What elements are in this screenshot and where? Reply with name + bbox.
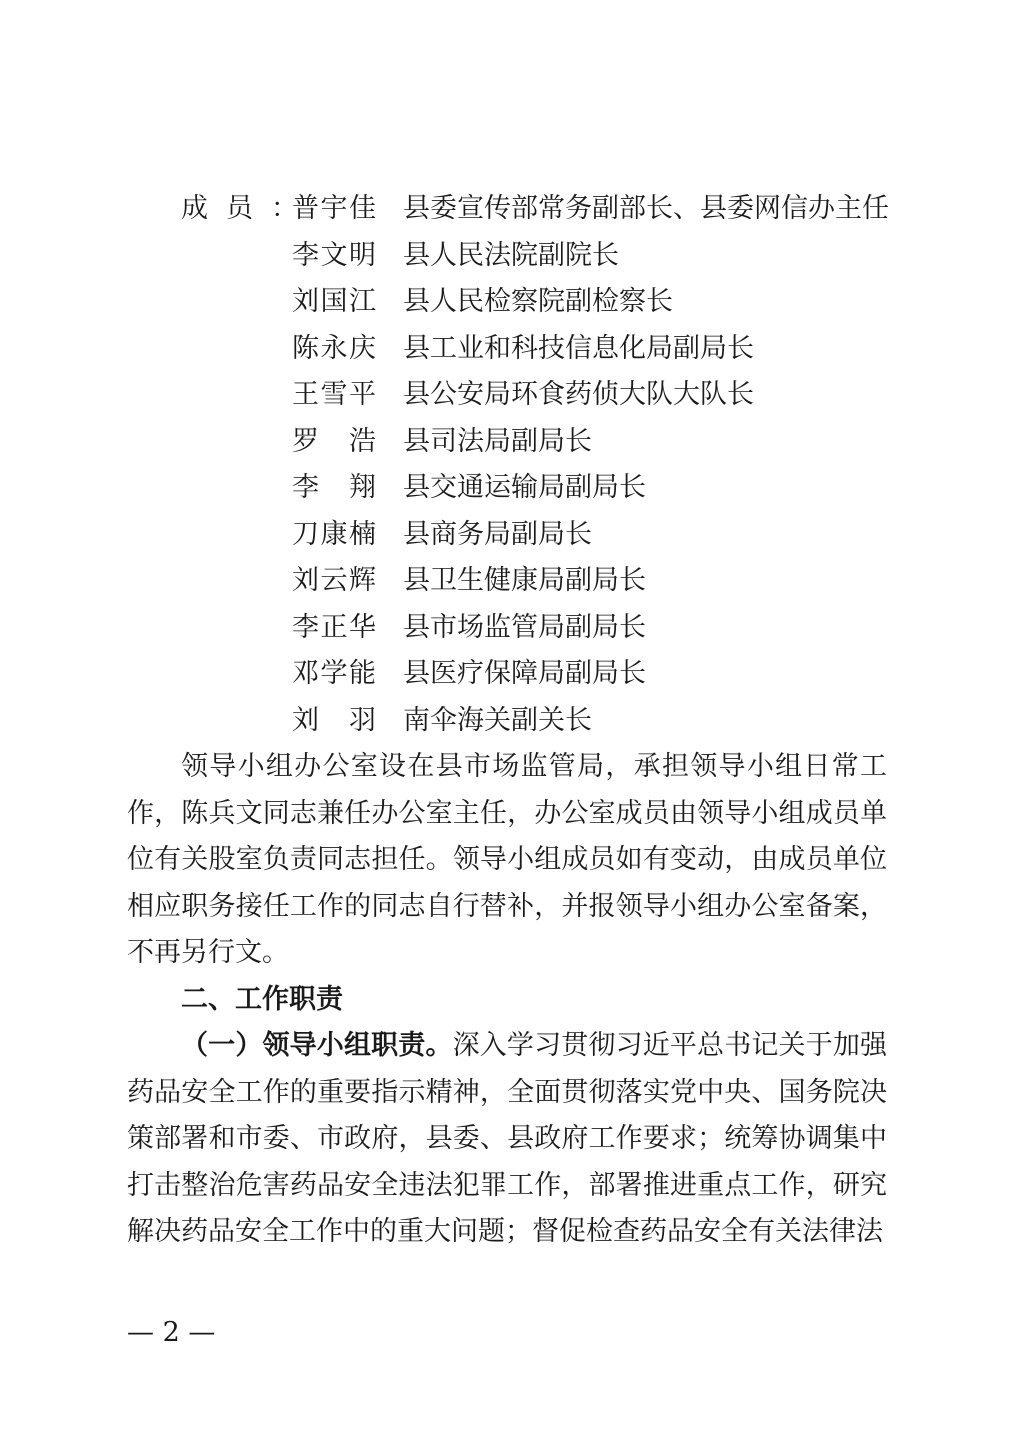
member-row: [0, 465, 1024, 512]
duty-paragraph-lead: （一）领导小组职责。: [181, 1030, 453, 1061]
member-role: 县公安局环食药侦大队大队长: [403, 379, 754, 410]
member-role: 县市场监管局副局长: [403, 611, 646, 643]
page-number: — 2 —: [127, 1317, 216, 1348]
member-name: 刀康楠: [292, 518, 376, 550]
members-list: [0, 186, 1024, 744]
member-role: 县人民检察院副检察长: [403, 286, 673, 317]
member-name: 刘国江: [292, 286, 376, 317]
member-row: [0, 698, 1024, 745]
member-row: [0, 419, 1024, 466]
member-row: [0, 605, 1024, 652]
member-name: 陈永庆: [292, 332, 376, 364]
member-row: [0, 233, 1024, 280]
member-role: 县医疗保障局副局长: [403, 658, 646, 689]
member-role: 县委宣传部常务副部长、县委网信办主任: [403, 193, 889, 224]
member-name: 李正华: [292, 611, 376, 643]
member-name: 李文明: [292, 239, 376, 271]
member-role: 县卫生健康局副局长: [403, 565, 646, 596]
member-row: [0, 279, 1024, 326]
members-label: 成员：: [181, 193, 316, 224]
member-name: 罗 浩: [292, 425, 376, 457]
member-row: [0, 372, 1024, 419]
member-row: [0, 558, 1024, 605]
member-role: 县工业和科技信息化局副局长: [403, 332, 754, 364]
duty-paragraph-body: 深入学习贯彻习近平总书记关于加强药品安全工作的重要指示精神，全面贯彻落实党中央、国务院决策部署和市委、市政府，县委、县政府工作要求；统筹协调集中打击整治危害药品安全违法犯罪工作，部署推进重点工作，研究解决药品安全工作中的重大问题；督促检查药品安全有关法律法: [127, 1030, 888, 1247]
member-role: 县人民法院副院长: [403, 239, 619, 271]
duty-paragraph: [127, 1023, 887, 1256]
member-name: 李 翔: [292, 472, 376, 503]
member-row: [0, 651, 1024, 698]
member-row: [0, 186, 1024, 233]
member-name: 刘云辉: [292, 565, 376, 596]
section-heading: 二、工作职责: [181, 984, 343, 1015]
member-name: 刘 羽: [292, 704, 376, 736]
member-row: [0, 512, 1024, 559]
member-role: 县商务局副局长: [403, 518, 592, 550]
member-row: [0, 326, 1024, 373]
member-role: 南伞海关副关长: [403, 704, 592, 736]
member-role: 县交通运输局副局长: [403, 472, 646, 503]
member-name: 邓学能: [292, 658, 376, 689]
office-paragraph: 领导小组办公室设在县市场监管局，承担领导小组日常工作，陈兵文同志兼任办公室主任，办公室成员由领导小组成员单位有关股室负责同志担任。领导小组成员如有变动，由成员单位相应职务接任工作的同志自行替补，并报领导小组办公室备案，不再另行文。: [127, 751, 887, 968]
member-name: 普宇佳: [292, 193, 376, 224]
member-role: 县司法局副局长: [403, 425, 592, 457]
member-name: 王雪平: [292, 379, 376, 410]
